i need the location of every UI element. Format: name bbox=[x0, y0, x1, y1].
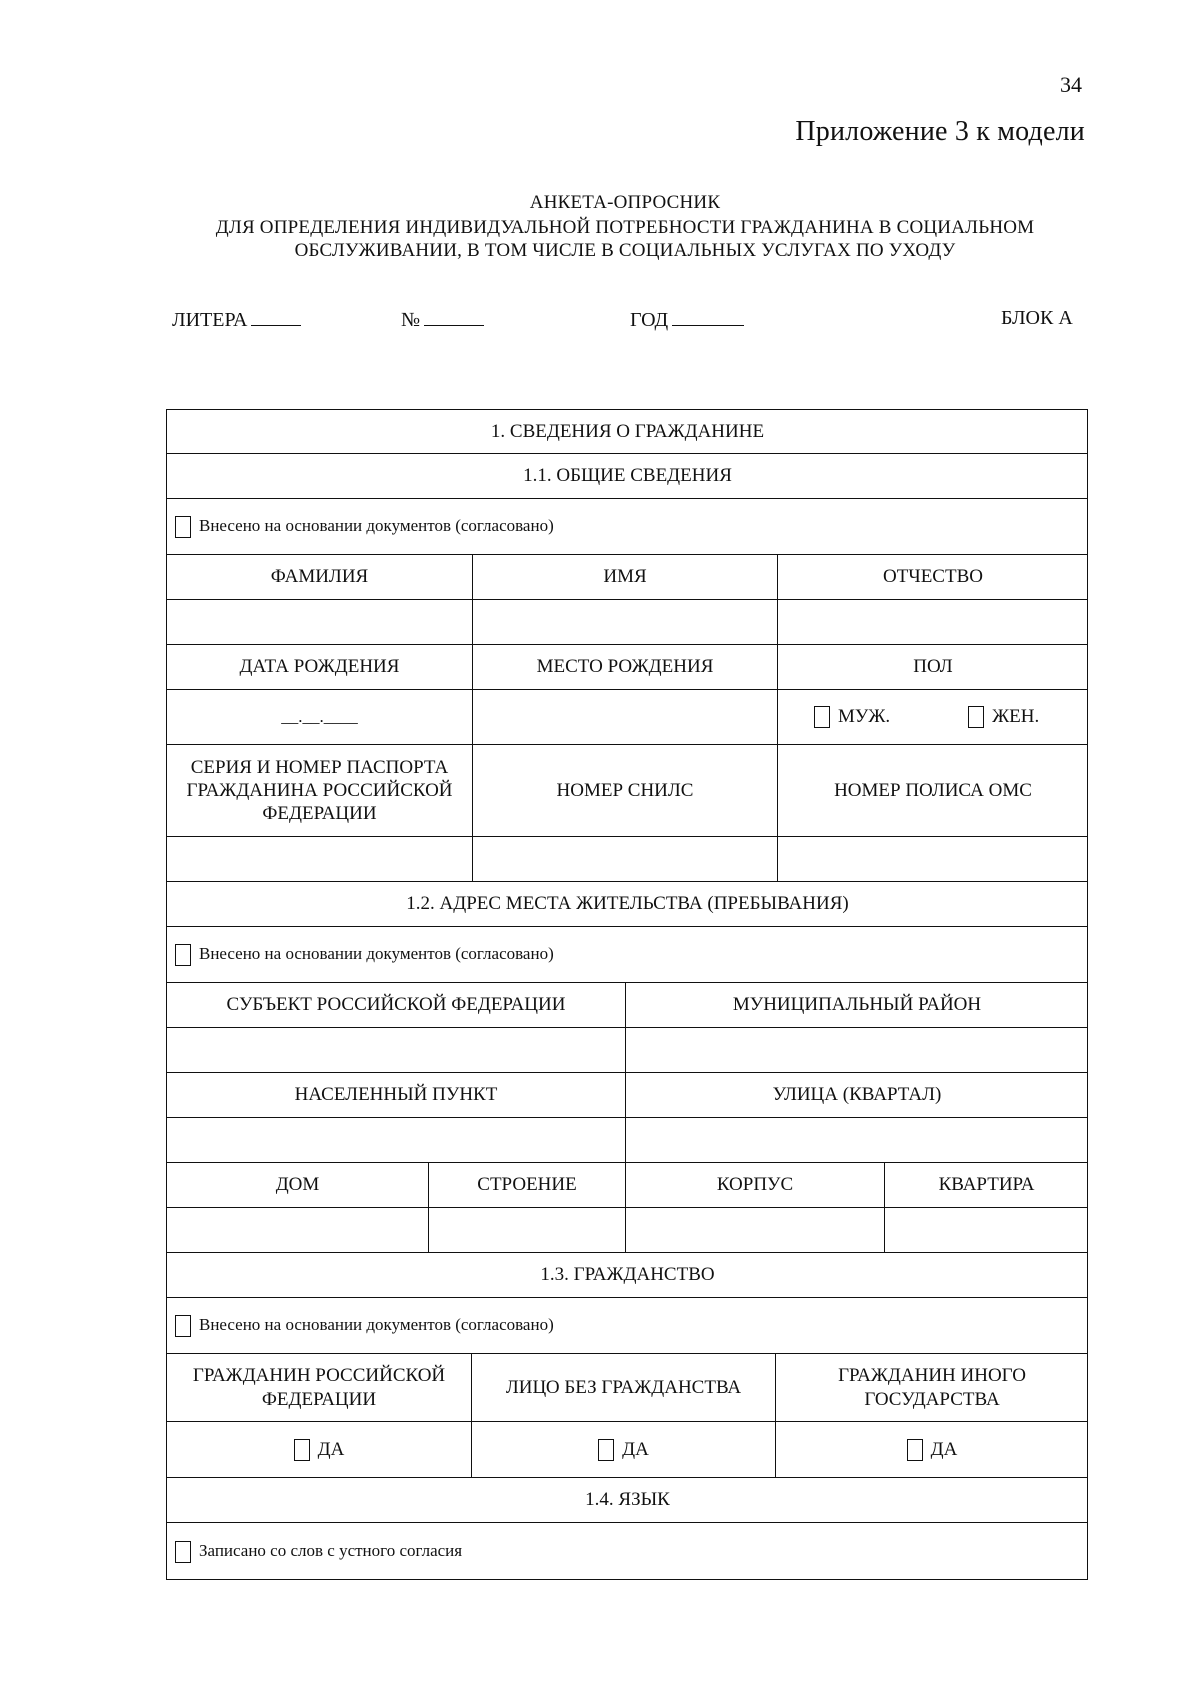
s14-oral-checkbox[interactable] bbox=[175, 1541, 191, 1563]
block-label: БЛОК А bbox=[1001, 307, 1073, 329]
page-number: 34 bbox=[1060, 72, 1082, 97]
stateless-yes-cell bbox=[471, 1421, 775, 1477]
rf-citizen-yes-checkbox[interactable] bbox=[294, 1439, 310, 1461]
patronymic-input[interactable] bbox=[777, 599, 1088, 644]
locality-input[interactable] bbox=[166, 1117, 625, 1162]
birth-place-header: МЕСТО РОЖДЕНИЯ bbox=[472, 644, 777, 689]
s13-docs-note: Внесено на основании документов (согласовано) bbox=[199, 1315, 554, 1335]
form-title-line-3: ОБСЛУЖИВАНИИ, В ТОМ ЧИСЛЕ В СОЦИАЛЬНЫХ УСЛУГАХ ПО УХОДУ bbox=[294, 240, 956, 261]
litera-field bbox=[172, 307, 301, 332]
citizen-questionnaire-form bbox=[166, 409, 1088, 1580]
district-input[interactable] bbox=[625, 1027, 1088, 1072]
female-label: ЖЕН. bbox=[992, 706, 1040, 728]
passport-label-1: СЕРИЯ И НОМЕР ПАСПОРТА bbox=[190, 756, 449, 778]
male-checkbox[interactable] bbox=[814, 706, 830, 728]
foreign-citizen-yes-cell bbox=[775, 1421, 1088, 1477]
stateless-yes-checkbox[interactable] bbox=[598, 1439, 614, 1461]
rf-citizen-header bbox=[166, 1353, 471, 1421]
foreign-citizen-label-2: ГОСУДАРСТВА bbox=[864, 1388, 1000, 1410]
birth-date-input[interactable]: __.__.____ bbox=[166, 689, 472, 744]
rf-citizen-label-1: ГРАЖДАНИН РОССИЙСКОЙ bbox=[192, 1365, 446, 1387]
korpus-header: КОРПУС bbox=[625, 1162, 884, 1207]
s11-docs-row bbox=[166, 498, 1088, 554]
s12-docs-checkbox[interactable] bbox=[175, 944, 191, 966]
year-field bbox=[630, 307, 744, 332]
rf-citizen-yes-cell bbox=[166, 1421, 471, 1477]
apartment-input[interactable] bbox=[884, 1207, 1088, 1252]
number-blank[interactable] bbox=[424, 307, 484, 326]
street-header: УЛИЦА (КВАРТАЛ) bbox=[625, 1072, 1088, 1117]
house-input[interactable] bbox=[166, 1207, 428, 1252]
s14-oral-row bbox=[166, 1522, 1088, 1580]
street-input[interactable] bbox=[625, 1117, 1088, 1162]
s12-docs-row bbox=[166, 926, 1088, 982]
number-label: № bbox=[401, 309, 421, 331]
litera-label: ЛИТЕРА bbox=[172, 309, 248, 331]
patronymic-header: ОТЧЕСТВО bbox=[777, 554, 1088, 599]
section-1-3-header: 1.3. ГРАЖДАНСТВО bbox=[166, 1252, 1088, 1297]
subject-input[interactable] bbox=[166, 1027, 625, 1072]
appendix-label: Приложение 3 к модели bbox=[795, 116, 1085, 147]
sex-options bbox=[777, 689, 1088, 744]
apartment-header: КВАРТИРА bbox=[884, 1162, 1088, 1207]
litera-blank[interactable] bbox=[251, 307, 301, 326]
form-title-line-1: АНКЕТА-ОПРОСНИК bbox=[529, 192, 721, 213]
surname-input[interactable] bbox=[166, 599, 472, 644]
foreign-citizen-label-1: ГРАЖДАНИН ИНОГО bbox=[838, 1365, 1026, 1387]
oms-header: НОМЕР ПОЛИСА ОМС bbox=[777, 744, 1088, 836]
sex-header: ПОЛ bbox=[777, 644, 1088, 689]
subject-header: СУБЪЕКТ РОССИЙСКОЙ ФЕДЕРАЦИИ bbox=[166, 982, 625, 1027]
passport-input[interactable] bbox=[166, 836, 472, 881]
s13-docs-row bbox=[166, 1297, 1088, 1353]
section-1-4-header: 1.4. ЯЗЫК bbox=[166, 1477, 1088, 1522]
stateless-yes-label: ДА bbox=[622, 1438, 649, 1460]
female-checkbox[interactable] bbox=[968, 706, 984, 728]
building-header: СТРОЕНИЕ bbox=[428, 1162, 625, 1207]
form-title-line-2: ДЛЯ ОПРЕДЕЛЕНИЯ ИНДИВИДУАЛЬНОЙ ПОТРЕБНОСТИ ГРАЖДАНИНА В СОЦИАЛЬНОМ bbox=[215, 217, 1035, 238]
snils-input[interactable] bbox=[472, 836, 777, 881]
foreign-citizen-header bbox=[775, 1353, 1088, 1421]
s11-docs-note: Внесено на основании документов (согласовано) bbox=[199, 516, 554, 536]
year-label: ГОД bbox=[630, 309, 669, 331]
name-input[interactable] bbox=[472, 599, 777, 644]
snils-header: НОМЕР СНИЛС bbox=[472, 744, 777, 836]
s11-docs-checkbox[interactable] bbox=[175, 516, 191, 538]
passport-label-3: ФЕДЕРАЦИИ bbox=[262, 803, 377, 825]
house-header: ДОМ bbox=[166, 1162, 428, 1207]
passport-header bbox=[166, 744, 472, 836]
passport-label-2: ГРАЖДАНИНА РОССИЙСКОЙ bbox=[186, 779, 453, 801]
section-1-1-header: 1.1. ОБЩИЕ СВЕДЕНИЯ bbox=[166, 453, 1088, 498]
name-header: ИМЯ bbox=[472, 554, 777, 599]
number-field bbox=[401, 307, 484, 332]
year-blank[interactable] bbox=[672, 307, 744, 326]
district-header: МУНИЦИПАЛЬНЫЙ РАЙОН bbox=[625, 982, 1088, 1027]
birth-place-input[interactable] bbox=[472, 689, 777, 744]
s13-docs-checkbox[interactable] bbox=[175, 1315, 191, 1337]
locality-header: НАСЕЛЕННЫЙ ПУНКТ bbox=[166, 1072, 625, 1117]
building-input[interactable] bbox=[428, 1207, 625, 1252]
rf-citizen-yes-label: ДА bbox=[317, 1438, 345, 1460]
rf-citizen-label-2: ФЕДЕРАЦИИ bbox=[261, 1388, 377, 1410]
stateless-header: ЛИЦО БЕЗ ГРАЖДАНСТВА bbox=[471, 1353, 775, 1421]
oms-input[interactable] bbox=[777, 836, 1088, 881]
s12-docs-note: Внесено на основании документов (согласовано) bbox=[199, 944, 554, 964]
s14-oral-note: Записано со слов с устного согласия bbox=[199, 1541, 463, 1561]
male-label: МУЖ. bbox=[838, 706, 891, 728]
surname-header: ФАМИЛИЯ bbox=[166, 554, 472, 599]
foreign-citizen-yes-label: ДА bbox=[930, 1438, 958, 1460]
birth-date-header: ДАТА РОЖДЕНИЯ bbox=[166, 644, 472, 689]
section-1-2-header: 1.2. АДРЕС МЕСТА ЖИТЕЛЬСТВА (ПРЕБЫВАНИЯ) bbox=[166, 881, 1088, 926]
foreign-citizen-yes-checkbox[interactable] bbox=[907, 1439, 923, 1461]
section-1-header: 1. СВЕДЕНИЯ О ГРАЖДАНИНЕ bbox=[166, 409, 1088, 453]
korpus-input[interactable] bbox=[625, 1207, 884, 1252]
